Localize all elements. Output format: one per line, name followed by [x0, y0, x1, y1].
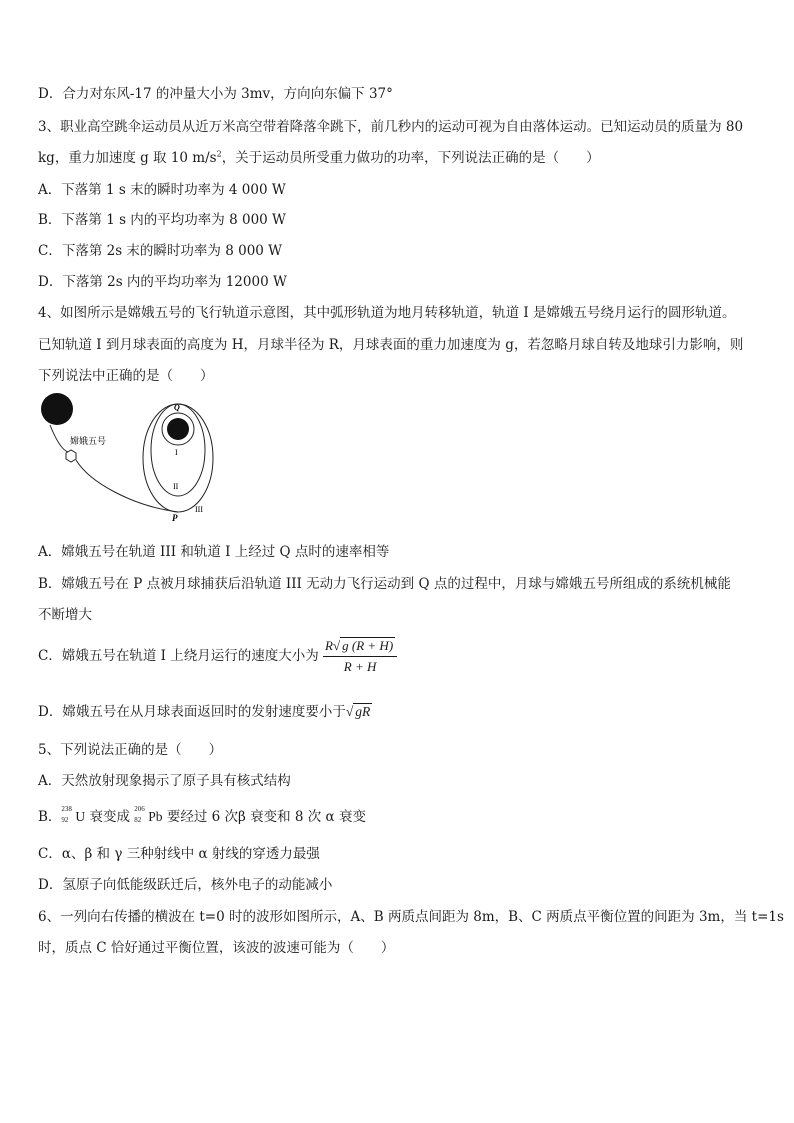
- uranium-symbol: U: [75, 809, 86, 824]
- q4-stem-line1: 4、如图所示是嫦娥五号的飞行轨道示意图，其中弧形轨道为地月转移轨道，轨道 I 是嫦娥五号绕月运行的圆形轨道。: [38, 305, 736, 321]
- q4-option-c-fraction: [323, 638, 397, 675]
- q4-option-c-prefix: C．嫦娥五号在轨道 I 上绕月运行的速度大小为: [38, 648, 319, 664]
- q3-stem-line1: 3、职业高空跳伞运动员从近万米高空带着降落伞跳下，前几秒内的运动可视为自由落体运动。已知运动员的质量为 80: [38, 119, 744, 135]
- uranium-nuclide: [61, 805, 86, 825]
- probe-label: 嫦娥五号: [70, 437, 107, 447]
- transfer-orbit-lower: [76, 460, 178, 512]
- moon-circle: [167, 418, 189, 440]
- fraction-denominator: R + H: [343, 659, 377, 674]
- option-d-radicand: gR: [355, 704, 371, 719]
- orbit-diagram: [38, 388, 228, 533]
- q5-stem: 5、下列说法正确的是（ ）: [38, 742, 223, 758]
- uranium-mass-number: 238: [61, 805, 72, 813]
- q4-option-b-line1: B．嫦娥五号在 P 点被月球捕获后沿轨道 III 无动力飞行运动到 Q 点的过程中，月球与嫦娥五号所组成的系统机械能: [38, 576, 731, 592]
- q3-stem-line2-b: ，关于运动员所受重力做功的功率，下列说法正确的是（ ）: [221, 150, 600, 166]
- q3-option-b: B．下落第 1 s 内的平均功率为 8 000 W: [38, 212, 286, 228]
- fraction-numerator: [323, 638, 397, 657]
- lead-mass-number: 206: [134, 805, 145, 813]
- uranium-atomic-number: 92: [61, 816, 69, 824]
- q3-option-d: D．下落第 2s 内的平均功率为 12000 W: [38, 274, 287, 290]
- orbit-iii-label: III: [195, 505, 203, 514]
- orbit-ii-label: II: [173, 482, 179, 491]
- option-b-rest: 要经过 6 次β 衰变和 8 次 α 衰变: [162, 809, 366, 825]
- point-p-label: P: [172, 513, 178, 523]
- numerator-radicand: g (R + H): [342, 638, 394, 653]
- q4-stem-line2: 已知轨道 I 到月球表面的高度为 H，月球半径为 R，月球表面的重力加速度为 g，若忽略月球自转及地球引力影响，则: [38, 337, 744, 353]
- q5-option-d: D．氢原子向低能级跃迁后，核外电子的动能减小: [38, 877, 333, 893]
- q3-option-a: A．下落第 1 s 末的瞬时功率为 4 000 W: [38, 182, 286, 198]
- q4-stem-line3: 下列说法中正确的是（ ）: [38, 368, 214, 384]
- numerator-r: R: [325, 638, 333, 653]
- sqrt-symbol: √ g (R + H): [333, 638, 394, 653]
- lead-nuclide: [134, 805, 163, 825]
- q5-option-b: [38, 805, 366, 825]
- q3-stem-line2-a: kg，重力加速度 g 取 10 m/s: [38, 150, 217, 166]
- q3-option-c: C．下落第 2s 末的瞬时功率为 8 000 W: [38, 243, 283, 259]
- q3-stem-line2: [38, 146, 600, 166]
- option-b-label: B．: [38, 809, 62, 825]
- q5-option-c: C．α、β 和 γ 三种射线中 α 射线的穿透力最强: [38, 846, 320, 862]
- q6-stem-line2: 时，质点 C 恰好通过平衡位置，该波的波速可能为（ ）: [38, 940, 395, 956]
- q4-option-c: [38, 638, 397, 675]
- q2-option-d: D．合力对东风-17 的冲量大小为 3mv，方向向东偏下 37°: [38, 86, 393, 102]
- q4-option-b-line2: 不断增大: [38, 607, 92, 623]
- point-q-label: Q: [174, 403, 180, 412]
- sqrt-symbol: √ gR: [345, 704, 371, 719]
- probe-icon: [66, 450, 76, 462]
- option-b-mid: 衰变成: [85, 809, 135, 825]
- q5-option-a: A．天然放射现象揭示了原子具有核式结构: [38, 773, 291, 789]
- q4-option-d: [38, 700, 372, 720]
- transfer-orbit-upper: [50, 425, 68, 452]
- q4-option-d-prefix: D．嫦娥五号在从月球表面返回时的发射速度要小于: [38, 704, 346, 720]
- lead-symbol: Pb: [148, 809, 163, 824]
- q6-stem-line1: 6、一列向右传播的横波在 t=0 时的波形如图所示，A、B 两质点间距为 8m，B、C 两质点平衡位置的间距为 3m，当 t=1s: [38, 909, 784, 925]
- lead-atomic-number: 82: [134, 816, 142, 824]
- q4-option-a: A．嫦娥五号在轨道 III 和轨道 I 上经过 Q 点时的速率相等: [38, 544, 390, 560]
- orbit-i-label: I: [175, 448, 178, 457]
- earth-circle: [41, 393, 73, 425]
- q3-unit-superscript: 2: [216, 149, 222, 159]
